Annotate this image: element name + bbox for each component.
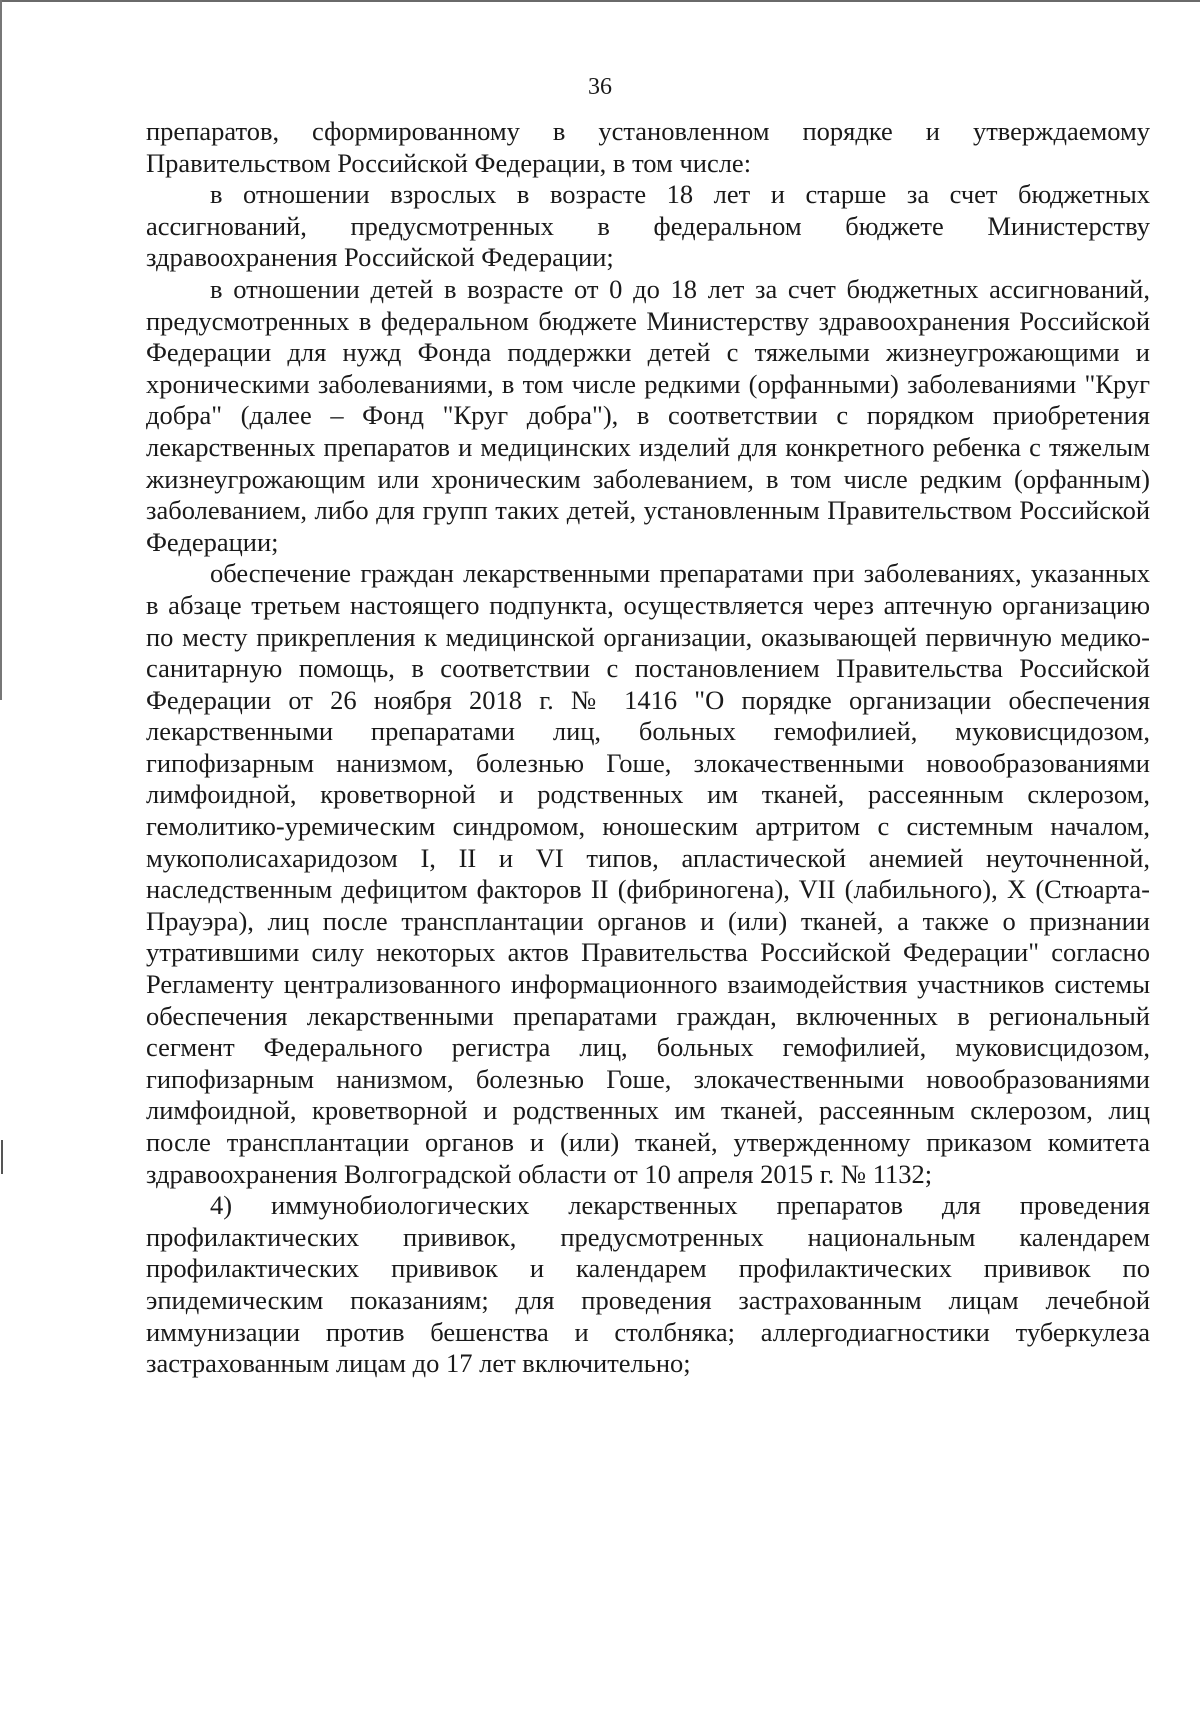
scan-border-top — [0, 0, 1200, 2]
paragraph-continuation: препаратов, сформированному в установленном порядке и утверждаемому Правительством Российской Федерации, в том числе: — [146, 116, 1150, 178]
paragraph-adults: в отношении взрослых в возрасте 18 лет и старше за счет бюджетных ассигнований, предусмотренных в федеральном бюджете Министерству здравоохранения Российской Федерации; — [146, 179, 1150, 273]
page-number: 36 — [588, 74, 612, 100]
scan-mark-left — [1, 1140, 3, 1174]
paragraph-children: в отношении детей в возрасте от 0 до 18 лет за счет бюджетных ассигнований, предусмотренных в федеральном бюджете Министерству здравоохранения Российской Федерации для нужд Фонда поддержки детей с тяжелыми жизнеугрожающими и хроническими заболеваниями, в том числе редкими (орфанными) заболеваниями "Круг добра" (далее – Фонд "Круг добра"), в соответствии с порядком приобретения лекарственных препаратов и медицинских изделий для конкретного ребенка с тяжелым жизнеугрожающим или хроническим заболеванием, в том числе редким (орфанным) заболеванием, либо для групп таких детей, установленным Правительством Российской Федерации; — [146, 273, 1150, 557]
paragraph-item-4: 4) иммунобиологических лекарственных препаратов для проведения профилактических прививок, предусмотренных национальным календарем профилактических прививок и календарем профилактических прививок по эпидемическим показаниям; для проведения застрахованным лицам лечебной иммунизации против бешенства и столбняка; аллергодиагностики туберкулеза застрахованным лицам до 17 лет включительно; — [146, 1190, 1150, 1379]
document-body — [146, 116, 1150, 1380]
scan-border-left — [0, 0, 2, 700]
paragraph-pharmacy-provision: обеспечение граждан лекарственными препаратами при заболеваниях, указанных в абзаце третьем настоящего подпункта, осуществляется через аптечную организацию по месту прикрепления к медицинской организации, оказывающей первичную медико-санитарную помощь, в соответствии с постановлением Правительства Российской Федерации от 26 ноября 2018 г. № 1416 "О порядке организации обеспечения лекарственными препаратами лиц, больных гемофилией, муковисцидозом, гипофизарным нанизмом, болезнью Гоше, злокачественными новообразованиями лимфоидной, кроветворной и родственных им тканей, рассеянным склерозом, гемолитико-уремическим синдромом, юношеским артритом с системным началом, мукополисахаридозом I, II и VI типов, апластической анемией неуточненной, наследственным дефицитом факторов II (фибриногена), VII (лабильного), X (Стюарта-Прауэра), лиц после трансплантации органов и (или) тканей, а также о признании утратившими силу некоторых актов Правительства Российской Федерации" согласно Регламенту централизованного информационного взаимодействия участников системы обеспечения лекарственными препаратами граждан, включенных в региональный сегмент Федерального регистра лиц, больных гемофилией, муковисцидозом, гипофизарным нанизмом, болезнью Гоше, злокачественными новообразованиями лимфоидной, кроветворной и родственных им тканей, рассеянным склерозом, лиц после трансплантации органов и (или) тканей, утвержденному приказом комитета здравоохранения Волгоградской области от 10 апреля 2015 г. № 1132; — [146, 558, 1150, 1189]
